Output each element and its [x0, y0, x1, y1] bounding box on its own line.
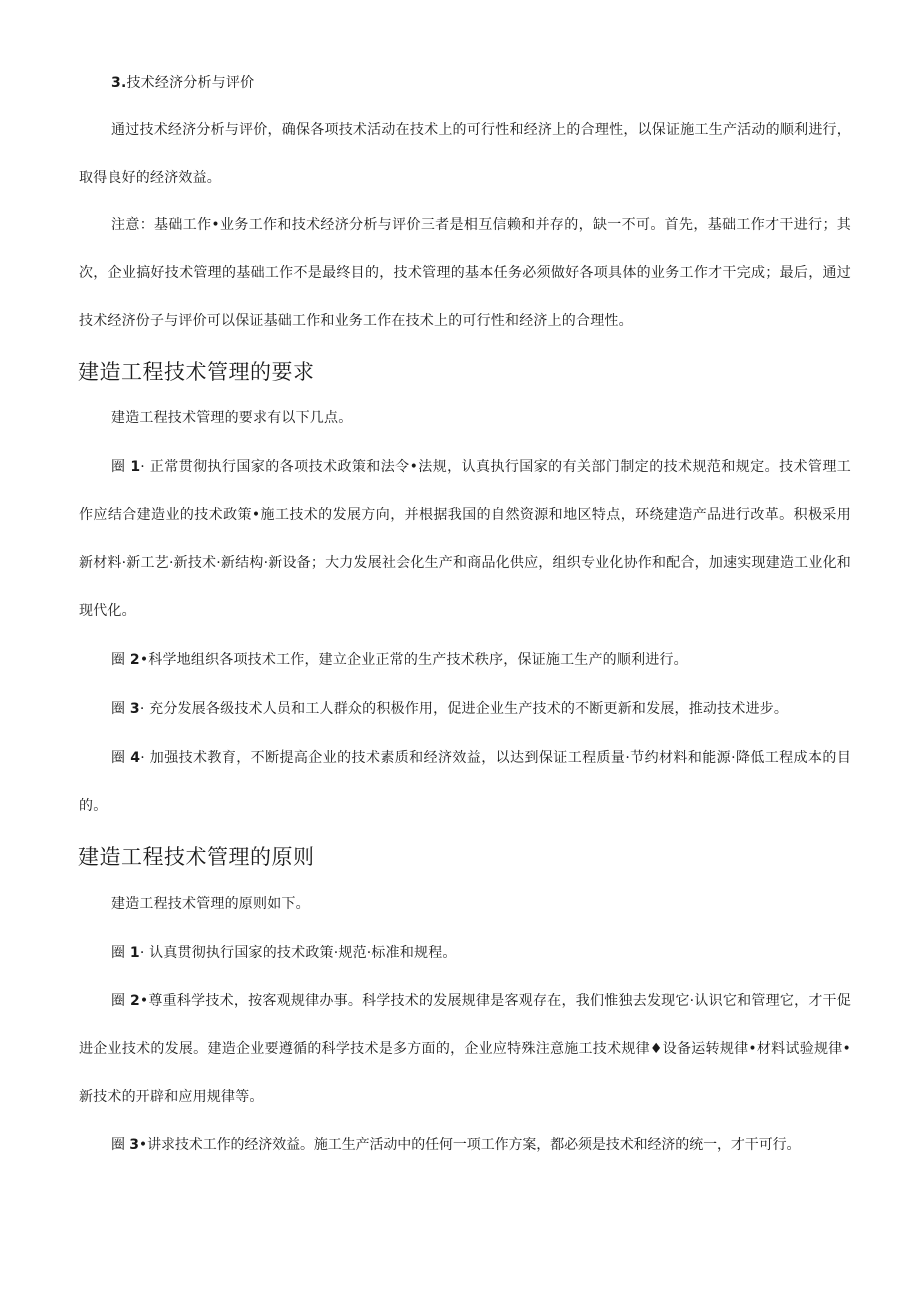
item-separator: • — [139, 652, 149, 668]
item-number: 2 — [129, 652, 140, 668]
item-separator: • — [139, 993, 149, 1009]
requirement-item-4 — [79, 734, 851, 830]
item-number: 4 — [130, 750, 141, 766]
item-number: 1 — [129, 945, 140, 961]
item-text: 讲求技术工作的经济效益。施工生产活动中的任何一项工作方案，都必须是技术和经济的统一，才干可行。 — [147, 1137, 801, 1153]
principle-item-1 — [79, 929, 851, 977]
item-text: 科学地组织各项技术工作，建立企业正常的生产技术秩序，保证施工生产的顺利进行。 — [148, 652, 688, 668]
item-separator: · — [139, 701, 145, 717]
item-text: 认真贯彻执行国家的技术政策·规范·标准和规程。 — [149, 945, 457, 961]
item-number: 2 — [129, 993, 140, 1009]
principle-item-3 — [79, 1121, 851, 1169]
item-number: 1 — [130, 459, 141, 475]
item-bullet-icon: 圈 — [111, 750, 126, 766]
principle-item-2 — [79, 977, 851, 1121]
section-3-title-text: 技术经济分析与评价 — [126, 75, 255, 91]
item-bullet-icon: 圈 — [111, 1137, 125, 1153]
requirement-item-2 — [79, 636, 851, 684]
item-separator: · — [140, 459, 145, 475]
item-separator: • — [138, 1137, 148, 1153]
principles-heading: 建造工程技术管理的原则 — [78, 845, 315, 869]
note-paragraph: 注意：基础工作•业务工作和技术经济分析与评价三者是相互信赖和并存的，缺一不可。首先，基础工作才干进行；其次，企业搞好技术管理的基础工作不是最终目的，技术管理的基本任务必须做好各项具体的业务工作才干完成；最后，通过技术经济份子与评价可以保证基础工作和业务工作在技术上的可行性和经济上的合理性。 — [79, 217, 851, 329]
requirement-item-3 — [79, 685, 851, 733]
item-text: 充分发展各级技术人员和工人群众的积极作用，促进企业生产技术的不断更新和发展，推动技术进步。 — [149, 701, 789, 717]
section-3-paragraph: 通过技术经济分析与评价，确保各项技术活动在技术上的可行性和经济上的合理性，以保证施工生产活动的顺利进行，取得良好的经济效益。 — [79, 122, 851, 186]
item-bullet-icon: 圈 — [111, 993, 126, 1009]
section-3-title — [79, 59, 851, 107]
item-number: 3 — [129, 1137, 139, 1153]
item-number: 3 — [129, 701, 140, 717]
item-bullet-icon: 圈 — [111, 652, 126, 668]
requirements-intro: 建造工程技术管理的要求有以下几点。 — [111, 410, 353, 426]
item-text: 尊重科学技术，按客观规律办事。科学技术的发展规律是客观存在，我们惟独去发现它·认识它和管理它，才干促进企业技术的发展。建造企业要遵循的科学技术是多方面的，企业应特殊注意施工技术规律♦设备运转规律•材料试验规律•新技术的开辟和应用规律等。 — [79, 993, 852, 1105]
principles-intro: 建造工程技术管理的原则如下。 — [111, 896, 310, 912]
item-bullet-icon: 圈 — [111, 945, 126, 961]
item-bullet-icon: 圈 — [111, 701, 126, 717]
item-text: 正常贯彻执行国家的各项技术政策和法令•法规，认真执行国家的有关部门制定的技术规范和规定。技术管理工作应结合建造业的技术政策•施工技术的发展方向，并根据我国的自然资源和地区特点，环绕建造产品进行改革。积极采用新材料·新工艺·新技术·新结构·新设备；大力发展社会化生产和商品化供应，组织专业化协作和配合，加速实现建造工业化和现代化。 — [79, 459, 852, 619]
item-text: 加强技术教育，不断提高企业的技术素质和经济效益，以达到保证工程质量·节约材料和能源·降低工程成本的目的。 — [79, 750, 852, 814]
section-3-number: 3. — [111, 75, 127, 91]
item-separator: · — [140, 750, 145, 766]
requirement-item-1 — [79, 443, 851, 635]
item-separator: · — [139, 945, 145, 961]
item-bullet-icon: 圈 — [111, 459, 126, 475]
requirements-heading: 建造工程技术管理的要求 — [78, 360, 315, 384]
